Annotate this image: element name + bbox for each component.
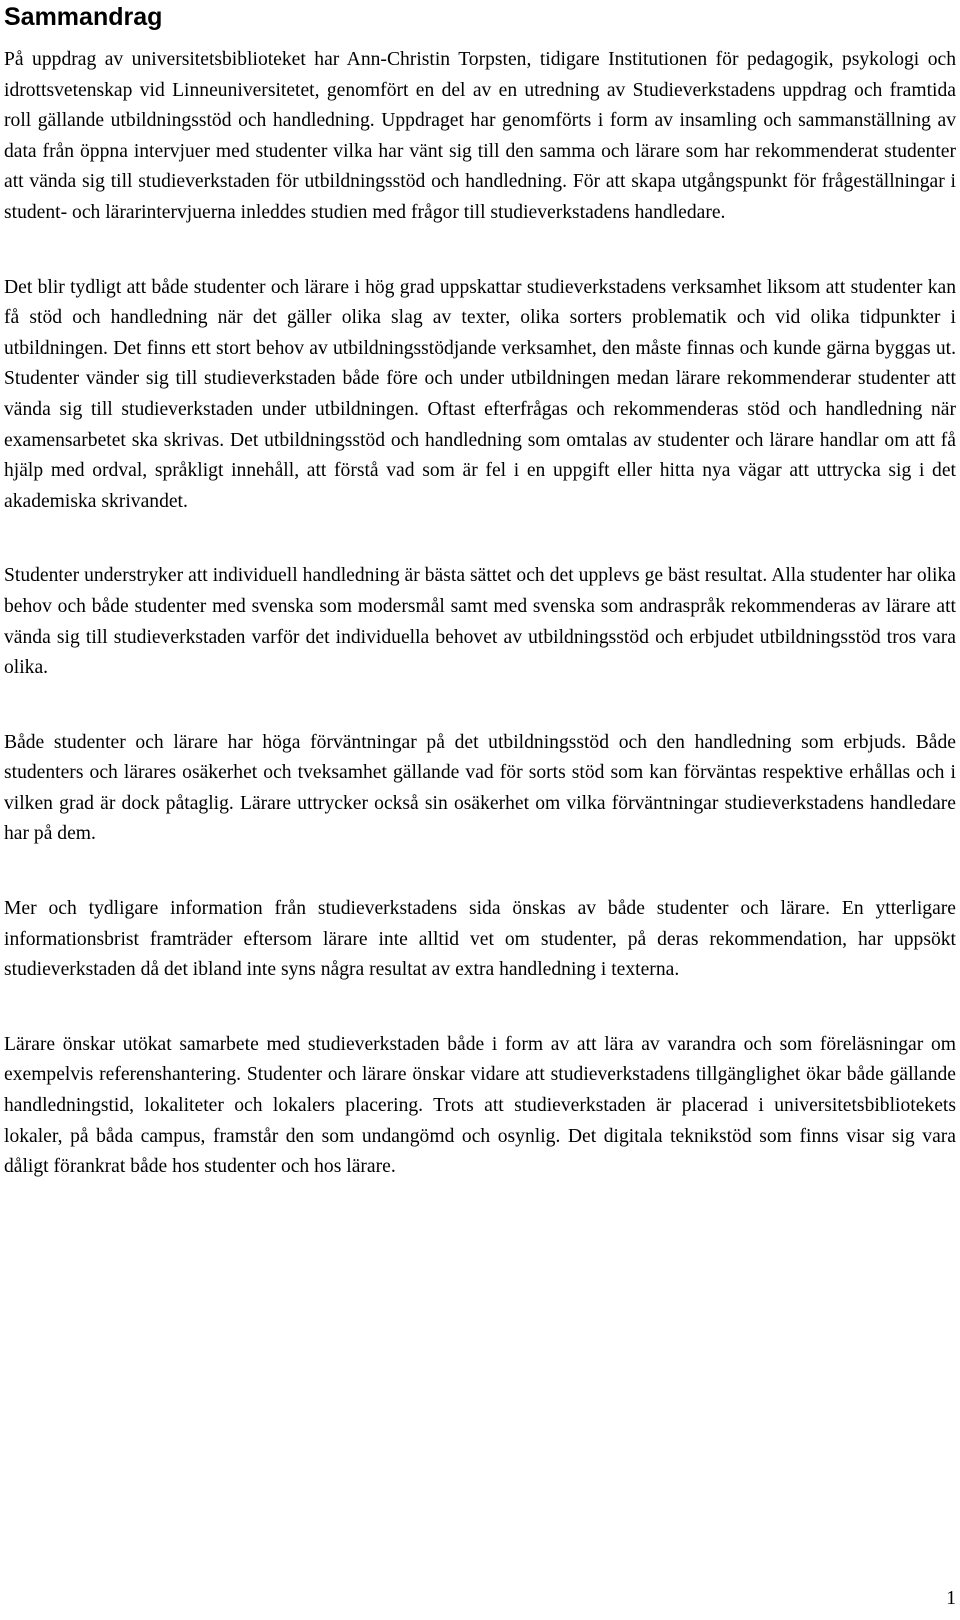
paragraph-6: Lärare önskar utökat samarbete med studieverkstaden både i form av att lära av varandra och som föreläsningar om exempelvis referenshantering. Studenter och lärare önskar vidare att studieverkstadens tillgänglighet ökar både gällande handledningstid, lokaliteter och lokalers placering. Trots att studieverkstaden är placerad i universitetsbibliotekets lokaler, på båda campus, framstår den som undangömd och osynlig. Det digitala teknikstöd som finns visar sig vara dåligt förankrat både hos studenter och hos lärare.: [4, 1033, 956, 1178]
paragraph-2: Det blir tydligt att både studenter och lärare i hög grad uppskattar studieverkstadens verksamhet liksom att studenter kan få stöd och handledning när det gäller olika slag av texter, olika sorters problematik och vid olika tidpunkter i utbildningen. Det finns ett stort behov av utbildningsstödjande verksamhet, den måste finnas och kunde gärna byggas ut. Studenter vänder sig till studieverkstaden både före och under utbildningen medan lärare rekommenderar studenter att vända sig till studieverkstaden under utbildningen. Oftast efterfrågas och rekommenderas stöd och handledning när examensarbetet ska skrivas. Det utbildningsstöd och handledning som omtalas av studenter och lärare handlar om att få hjälp med ordval, språkligt innehåll, att förstå vad som är fel i en uppgift eller hitta nya vägar att uttrycka sig i det akademiska skrivandet.: [4, 276, 956, 512]
paragraph-1: På uppdrag av universitetsbiblioteket har Ann-Christin Torpsten, tidigare Institutionen för pedagogik, psykologi och idrottsvetenskap vid Linneuniversitetet, genomfört en del av en utredning av Studieverkstadens uppdrag och framtida roll gällande utbildningsstöd och handledning. Uppdraget har genomförts i form av insamling och sammanställning av data från öppna intervjuer med studenter vilka har vänt sig till den samma och lärare som har rekommenderat studenter att vända sig till studieverkstaden för utbildningsstöd och handledning. För att skapa utgångspunkt för frågeställningar i student- och lärarintervjuerna inleddes studien med frågor till studieverkstadens handledare.: [4, 49, 956, 223]
page-number: 1: [946, 1588, 956, 1609]
paragraph-5: Mer och tydligare information från studieverkstadens sida önskas av både studenter och lärare. En ytterligare informationsbrist framträder eftersom lärare inte alltid vet om studenter, på deras rekommendation, har uppsökt studieverkstaden då det ibland inte syns några resultat av extra handledning i texterna.: [4, 898, 956, 981]
page-heading: Sammandrag: [4, 3, 163, 31]
document-page: [4, 0, 956, 1183]
paragraph-3: Studenter understryker att individuell handledning är bästa sättet och det upplevs ge bäst resultat. Alla studenter har olika behov och både studenter med svenska som modersmål samt med svenska som andraspråk rekommenderas av lärare att vända sig till studieverkstaden varför det individuella behovet av utbildningsstöd och erbjudet utbildningsstöd tros vara olika.: [4, 565, 956, 679]
paragraph-4: Både studenter och lärare har höga förväntningar på det utbildningsstöd och den handledning som erbjuds. Både studenters och lärares osäkerhet och tveksamhet gällande vad för sorts stöd som kan förväntas respektive erhållas och i vilken grad är dock påtaglig. Lärare uttrycker också sin osäkerhet om vilka förväntningar studieverkstadens handledare har på dem.: [4, 731, 956, 845]
